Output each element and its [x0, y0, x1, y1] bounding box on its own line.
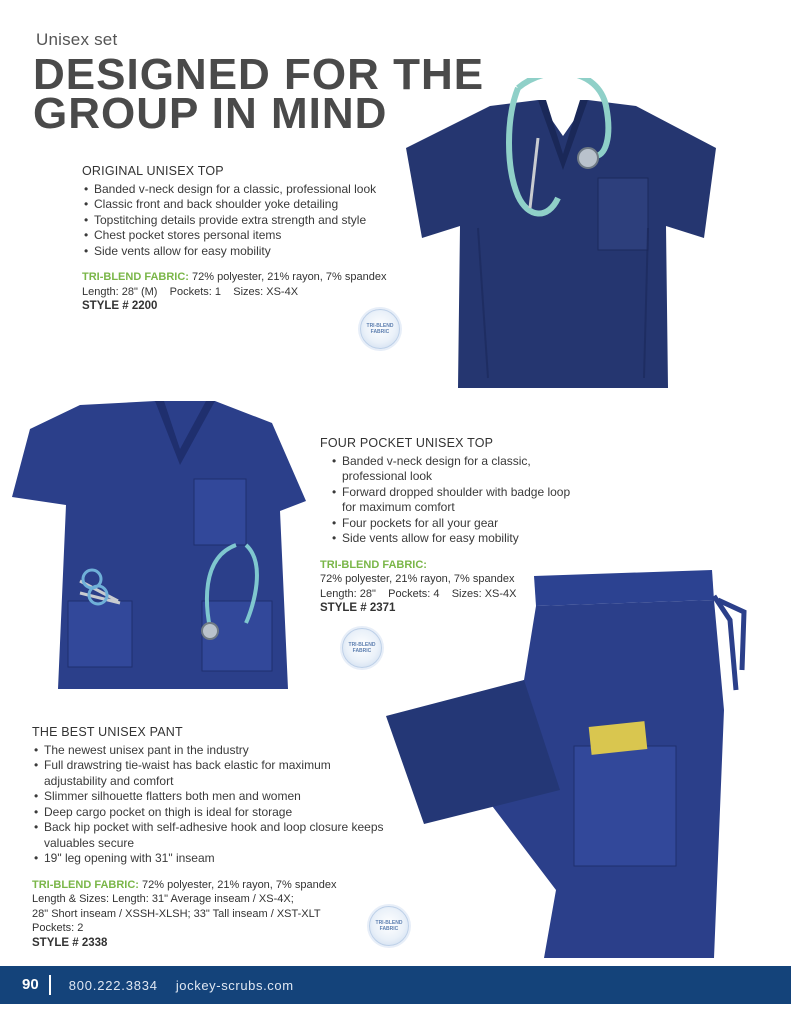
top-2-chest-pocket [194, 479, 246, 545]
phone-number: 800.222.3834 [68, 977, 158, 993]
feature-item: • The newest unisex pant in the industry [32, 743, 392, 759]
feature-item: • Topstitching details provide extra strength and style [82, 213, 422, 229]
feature-item: • 19" leg opening with 31" inseam [32, 851, 392, 867]
section-kicker: Unisex set [36, 30, 118, 49]
feature-item: • Banded v-neck design for a classic, professional look [82, 182, 422, 198]
feature-item: • Slimmer silhouette flatters both men and women [32, 789, 392, 805]
stethoscope-2-chestpiece [202, 623, 218, 639]
tri-blend-fabric-badge [342, 628, 382, 668]
specs-line: Pockets: 2 [32, 922, 84, 934]
feature-item: • Back hip pocket with self-adhesive hook and loop closure keeps valuables secure [32, 820, 392, 851]
feature-list [32, 743, 392, 867]
feature-item: • Side vents allow for easy mobility [82, 244, 422, 260]
unisex-pant-image [384, 560, 756, 962]
fabric-text: 72% polyester, 21% rayon, 7% spandex [142, 878, 337, 891]
page-footer [0, 966, 791, 1004]
tri-blend-fabric-badge [360, 309, 400, 349]
product-unisex-pant [32, 725, 392, 951]
fabric-text: 72% polyester, 21% rayon, 7% spandex [320, 573, 515, 585]
top-1-chest-pocket [598, 178, 648, 250]
badge-text-1: TRI-BLEND [348, 642, 376, 648]
product-original-unisex-top [82, 164, 422, 315]
top-1-body [406, 100, 716, 388]
feature-item: • Banded v-neck design for a classic, professional look [330, 454, 580, 485]
fabric-line [82, 270, 422, 285]
badge-text-2: FABRIC [379, 926, 399, 932]
product-title: FOUR POCKET UNISEX TOP [320, 436, 494, 450]
fabric-label: TRI-BLEND FABRIC: [320, 558, 427, 571]
badge-text-2: FABRIC [370, 329, 390, 335]
feature-item: • Forward dropped shoulder with badge loop for maximum comfort [330, 485, 580, 516]
specs-line: Length: 28" Pockets: 4 Sizes: XS-4X [320, 587, 517, 600]
badge-text-1: TRI-BLEND [375, 920, 403, 926]
fabric-label: TRI-BLEND FABRIC: [82, 271, 189, 283]
tri-blend-fabric-badge [369, 906, 409, 946]
top-2-lower-pocket-left [68, 601, 132, 667]
original-unisex-top-image [398, 78, 728, 394]
four-pocket-unisex-top-image [10, 393, 308, 695]
website-link[interactable]: jockey-scrubs.com [175, 977, 294, 993]
headline-line-2: GROUP IN MIND [33, 89, 388, 138]
feature-list [82, 182, 422, 260]
specs-line: 28" Short inseam / XSSH-XLSH; 33" Tall inseam / XST-XLT [32, 907, 321, 920]
pant-waistband [534, 570, 714, 606]
style-number: STYLE # 2338 [32, 936, 108, 949]
feature-item: • Side vents allow for easy mobility [330, 531, 580, 547]
feature-item: • Full drawstring tie-waist has back elastic for maximum adjustability and comfort [32, 758, 392, 789]
style-number: STYLE # 2200 [82, 300, 158, 312]
feature-item: • Deep cargo pocket on thigh is ideal for storage [32, 805, 392, 821]
fabric-label: TRI-BLEND FABRIC: [32, 878, 139, 891]
fabric-text: 72% polyester, 21% rayon, 7% spandex [192, 271, 387, 283]
product-title: THE BEST UNISEX PANT [32, 725, 183, 739]
fabric-line [32, 878, 392, 893]
badge-text-1: TRI-BLEND [366, 323, 394, 329]
badge-text-2: FABRIC [352, 648, 372, 654]
feature-item: • Four pockets for all your gear [330, 516, 580, 532]
stethoscope-1-chestpiece [578, 148, 598, 168]
specs-line: Length: 28" (M) Pockets: 1 Sizes: XS-4X [82, 285, 299, 298]
feature-item: • Classic front and back shoulder yoke detailing [82, 197, 422, 213]
headline-line-1: DESIGNED FOR THE [33, 50, 485, 99]
style-number: STYLE # 2371 [320, 602, 396, 614]
feature-item: • Chest pocket stores personal items [82, 228, 422, 244]
pocket-card [589, 721, 648, 755]
feature-list [320, 454, 580, 547]
specs-line: Length & Sizes: Length: 31" Average inseam / XS-4X; [32, 893, 294, 905]
product-title: ORIGINAL UNISEX TOP [82, 164, 224, 178]
pant-cargo-pocket [574, 746, 676, 866]
page-number: 90 [22, 975, 51, 995]
